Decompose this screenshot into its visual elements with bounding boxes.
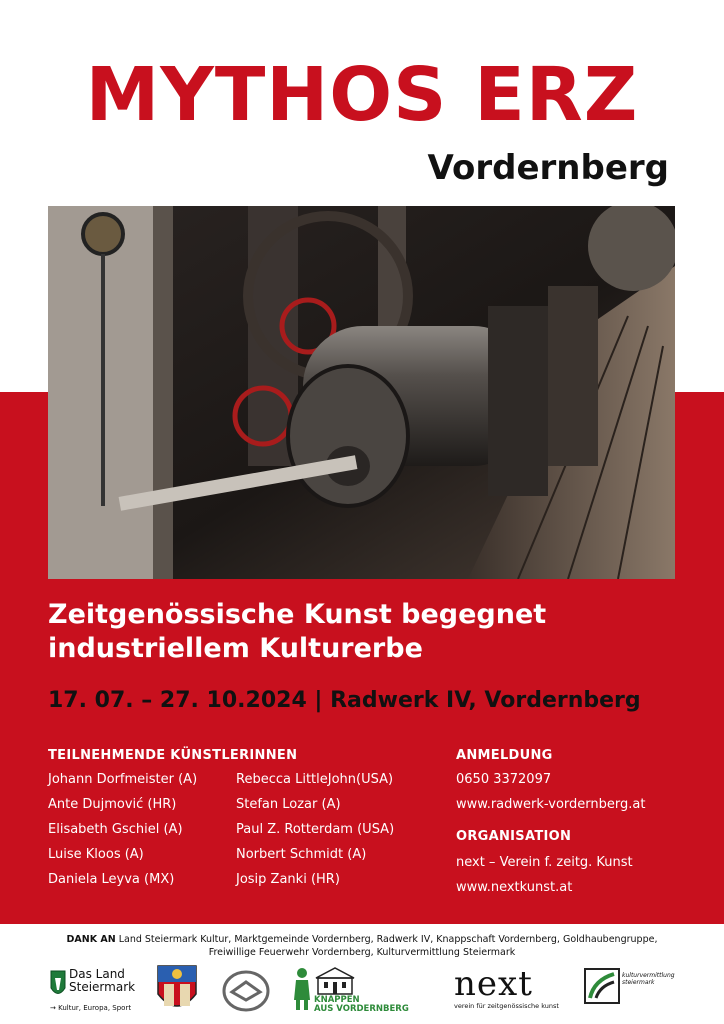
land-logo-line-2: Steiermark — [69, 980, 136, 994]
registration-info — [456, 767, 645, 817]
artist-item: Paul Z. Rotterdam (USA) — [236, 822, 395, 837]
next-logo-word: next — [454, 964, 533, 1004]
vordernberg-coat-of-arms-icon — [156, 964, 198, 1018]
artists-heading: TEILNEHMENDE KÜNSTLERINNEN — [48, 748, 298, 763]
artist-item: Ante Dujmović (HR) — [48, 797, 177, 812]
registration-website-link[interactable]: www.radwerk-vordernberg.at — [456, 797, 646, 812]
headline-line-1: Zeitgenössische Kunst begegnet — [48, 599, 547, 630]
thanks-line-1: Land Steiermark Kultur, Marktgemeinde Vordernberg, Radwerk IV, Knappschaft Vordernberg, Goldhaubengruppe, — [118, 934, 658, 945]
organisation-info — [456, 850, 633, 900]
date-and-venue: 17. 07. – 27. 10.2024 | Radwerk IV, Vordernberg — [48, 688, 641, 713]
organisation-heading: ORGANISATION — [456, 829, 572, 844]
poster-subtitle: Vordernberg — [427, 148, 669, 188]
artist-item: Daniela Leyva (MX) — [48, 872, 175, 887]
next-logo — [454, 966, 572, 1018]
kulturvermittlung-icon — [584, 968, 620, 1004]
thanks-line-2: Freiwillige Feuerwehr Vordernberg, Kulturvermittlung Steiermark — [208, 947, 516, 958]
acknowledgements — [40, 933, 684, 959]
knappen-logo-line-1: KNAPPEN — [314, 995, 360, 1005]
headline — [48, 598, 688, 666]
artist-item: Josip Zanki (HR) — [236, 872, 340, 887]
steiermark-crest-icon — [50, 970, 66, 1000]
artist-item: Elisabeth Gschiel (A) — [48, 822, 183, 837]
next-logo-tagline: verein für zeitgenössische kunst — [454, 1002, 559, 1010]
artists-column-2 — [236, 767, 394, 892]
artist-item: Norbert Schmidt (A) — [236, 847, 367, 862]
kulturvermittlung-line-1: kulturvermittlung — [622, 972, 675, 979]
thanks-lead: DANK AN — [66, 934, 116, 945]
poster-title: MYTHOS ERZ — [85, 52, 639, 138]
land-logo-tagline: → Kultur, Europa, Sport — [50, 1004, 132, 1012]
artist-item: Luise Kloos (A) — [48, 847, 144, 862]
miner-figure-icon — [292, 966, 312, 1012]
kulturvermittlung-line-2: steiermark — [622, 979, 655, 986]
land-steiermark-logo — [50, 966, 136, 1018]
organisation-name: next – Verein f. zeitg. Kunst — [456, 855, 633, 870]
registration-phone[interactable]: 0650 3372097 — [456, 772, 552, 787]
radwerk-emblem-icon — [222, 970, 270, 1012]
land-logo-line-1: Das Land — [69, 967, 125, 981]
artist-item: Johann Dorfmeister (A) — [48, 772, 198, 787]
artist-item: Stefan Lozar (A) — [236, 797, 341, 812]
sponsor-logos — [0, 964, 724, 1020]
headline-line-2: industriellem Kulturerbe — [48, 633, 423, 664]
building-icon — [314, 966, 356, 996]
artist-item: Rebecca LittleJohn(USA) — [236, 772, 394, 787]
knappen-logo — [292, 964, 432, 1018]
machinery-photo — [48, 206, 675, 579]
kulturvermittlung-logo — [584, 968, 674, 1016]
registration-heading: ANMELDUNG — [456, 748, 553, 763]
artists-column-1 — [48, 767, 197, 892]
knappen-logo-line-2: AUS VORDERNBERG — [314, 1004, 409, 1014]
organisation-website-link[interactable]: www.nextkunst.at — [456, 880, 573, 895]
